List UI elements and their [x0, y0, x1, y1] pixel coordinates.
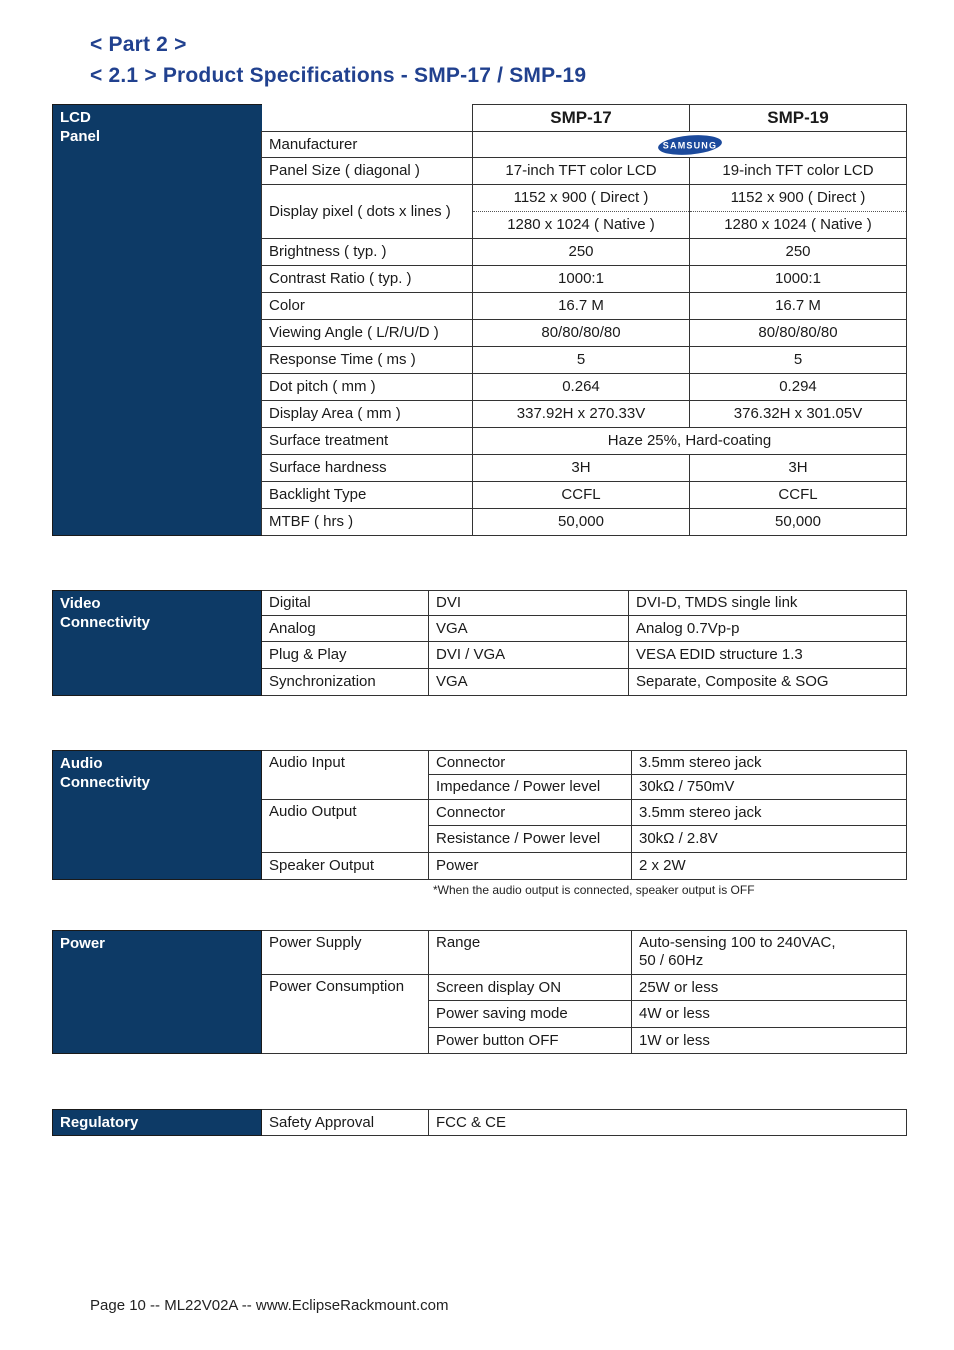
spec-value: DVI-D, TMDS single link	[629, 591, 907, 616]
section-heading: < 2.1 > Product Specifications - SMP-17 / SMP-19	[90, 64, 587, 87]
spec-value: 16.7 M	[473, 293, 690, 320]
spec-value: 19-inch TFT color LCD	[690, 158, 907, 185]
power-category: Power	[53, 931, 262, 1054]
spec-label: Audio Input	[262, 751, 429, 800]
spec-label: Response Time ( ms )	[262, 347, 473, 374]
spec-value: 0.294	[690, 374, 907, 401]
spec-value: DVI / VGA	[429, 642, 629, 669]
spec-value: 50,000	[473, 509, 690, 536]
spec-label: Contrast Ratio ( typ. )	[262, 266, 473, 293]
samsung-logo-icon	[657, 134, 723, 156]
audio-footnote: *When the audio output is connected, speaker output is OFF	[433, 883, 755, 897]
spec-label: Color	[262, 293, 473, 320]
lcd-panel-category	[53, 105, 262, 536]
category-line: Audio	[60, 755, 103, 772]
spec-label: Safety Approval	[262, 1110, 429, 1136]
spec-value: 1152 x 900 ( Direct )	[690, 185, 907, 212]
category-line: Connectivity	[60, 774, 151, 791]
spec-value: 17-inch TFT color LCD	[473, 158, 690, 185]
spec-value: 30kΩ / 750mV	[632, 775, 907, 800]
spec-label: Dot pitch ( mm )	[262, 374, 473, 401]
spec-item: Range	[429, 931, 632, 975]
video-connectivity-table	[52, 590, 906, 696]
spec-label: Power Supply	[262, 931, 429, 975]
spec-value: VESA EDID structure 1.3	[629, 642, 907, 669]
spec-value: 80/80/80/80	[473, 320, 690, 347]
category-line: Video	[60, 595, 101, 612]
spec-label: Power Consumption	[262, 975, 429, 1054]
spec-value: 0.264	[473, 374, 690, 401]
spec-value: 1000:1	[473, 266, 690, 293]
spec-value: 3H	[690, 455, 907, 482]
spec-label: Manufacturer	[262, 132, 473, 158]
spec-value: 1280 x 1024 ( Native )	[473, 212, 690, 239]
regulatory-table	[52, 1109, 906, 1136]
spec-value: FCC & CE	[429, 1110, 907, 1136]
spec-label: Brightness ( typ. )	[262, 239, 473, 266]
spec-label: Surface hardness	[262, 455, 473, 482]
spec-value: 80/80/80/80	[690, 320, 907, 347]
range-line: 50 / 60Hz	[639, 952, 704, 969]
spec-item: Power button OFF	[429, 1028, 632, 1054]
category-line: Connectivity	[60, 614, 151, 631]
model-header-smp17: SMP-17	[473, 105, 690, 132]
spec-label: Display Area ( mm )	[262, 401, 473, 428]
spec-value: 4W or less	[632, 1001, 907, 1028]
manufacturer-logo-cell	[473, 132, 907, 158]
spec-label: Surface treatment	[262, 428, 473, 455]
spec-value: 5	[690, 347, 907, 374]
spec-value: 1280 x 1024 ( Native )	[690, 212, 907, 239]
spec-value: 1152 x 900 ( Direct )	[473, 185, 690, 212]
spec-label: Plug & Play	[262, 642, 429, 669]
spec-value: 50,000	[690, 509, 907, 536]
page-footer: Page 10 -- ML22V02A -- www.EclipseRackmount.com	[90, 1297, 449, 1314]
category-line: LCD	[60, 109, 91, 126]
part-heading: < Part 2 >	[90, 33, 187, 56]
spec-value: 3H	[473, 455, 690, 482]
spec-label: MTBF ( hrs )	[262, 509, 473, 536]
spec-label: Synchronization	[262, 669, 429, 696]
spec-value: 3.5mm stereo jack	[632, 800, 907, 826]
spec-label: Panel Size ( diagonal )	[262, 158, 473, 185]
spec-label: Audio Output	[262, 800, 429, 853]
spec-value	[632, 931, 907, 975]
spec-item: Connector	[429, 751, 632, 775]
blank-header-cell	[262, 105, 473, 132]
lcd-panel-table	[52, 104, 906, 536]
spec-item: Screen display ON	[429, 975, 632, 1001]
spec-item: Connector	[429, 800, 632, 826]
spec-label: Digital	[262, 591, 429, 616]
audio-connectivity-table	[52, 750, 906, 880]
spec-value: 250	[690, 239, 907, 266]
spec-value: 30kΩ / 2.8V	[632, 826, 907, 853]
spec-value: Analog 0.7Vp-p	[629, 616, 907, 642]
spec-value: 3.5mm stereo jack	[632, 751, 907, 775]
power-table	[52, 930, 906, 1054]
video-connectivity-category	[53, 591, 262, 696]
audio-connectivity-category	[53, 751, 262, 880]
spec-item: Power saving mode	[429, 1001, 632, 1028]
spec-value: 16.7 M	[690, 293, 907, 320]
spec-value: 1000:1	[690, 266, 907, 293]
spec-value: Haze 25%, Hard-coating	[473, 428, 907, 455]
spec-label: Display pixel ( dots x lines )	[262, 185, 473, 239]
spec-value: 250	[473, 239, 690, 266]
spec-value: VGA	[429, 669, 629, 696]
regulatory-category: Regulatory	[53, 1110, 262, 1136]
spec-label: Viewing Angle ( L/R/U/D )	[262, 320, 473, 347]
spec-label: Speaker Output	[262, 853, 429, 880]
spec-item: Impedance / Power level	[429, 775, 632, 800]
spec-label: Analog	[262, 616, 429, 642]
spec-item: Power	[429, 853, 632, 880]
spec-value: 376.32H x 301.05V	[690, 401, 907, 428]
spec-item: Resistance / Power level	[429, 826, 632, 853]
spec-value: 25W or less	[632, 975, 907, 1001]
spec-value: VGA	[429, 616, 629, 642]
model-header-smp19: SMP-19	[690, 105, 907, 132]
range-line: Auto-sensing 100 to 240VAC,	[639, 934, 836, 951]
spec-label: Backlight Type	[262, 482, 473, 509]
spec-value: CCFL	[690, 482, 907, 509]
svg-text:SAMSUNG: SAMSUNG	[662, 140, 717, 150]
spec-value: 337.92H x 270.33V	[473, 401, 690, 428]
spec-value: CCFL	[473, 482, 690, 509]
spec-value: 5	[473, 347, 690, 374]
spec-value: 2 x 2W	[632, 853, 907, 880]
category-line: Panel	[60, 128, 101, 145]
spec-value: Separate, Composite & SOG	[629, 669, 907, 696]
spec-value: DVI	[429, 591, 629, 616]
spec-value: 1W or less	[632, 1028, 907, 1054]
